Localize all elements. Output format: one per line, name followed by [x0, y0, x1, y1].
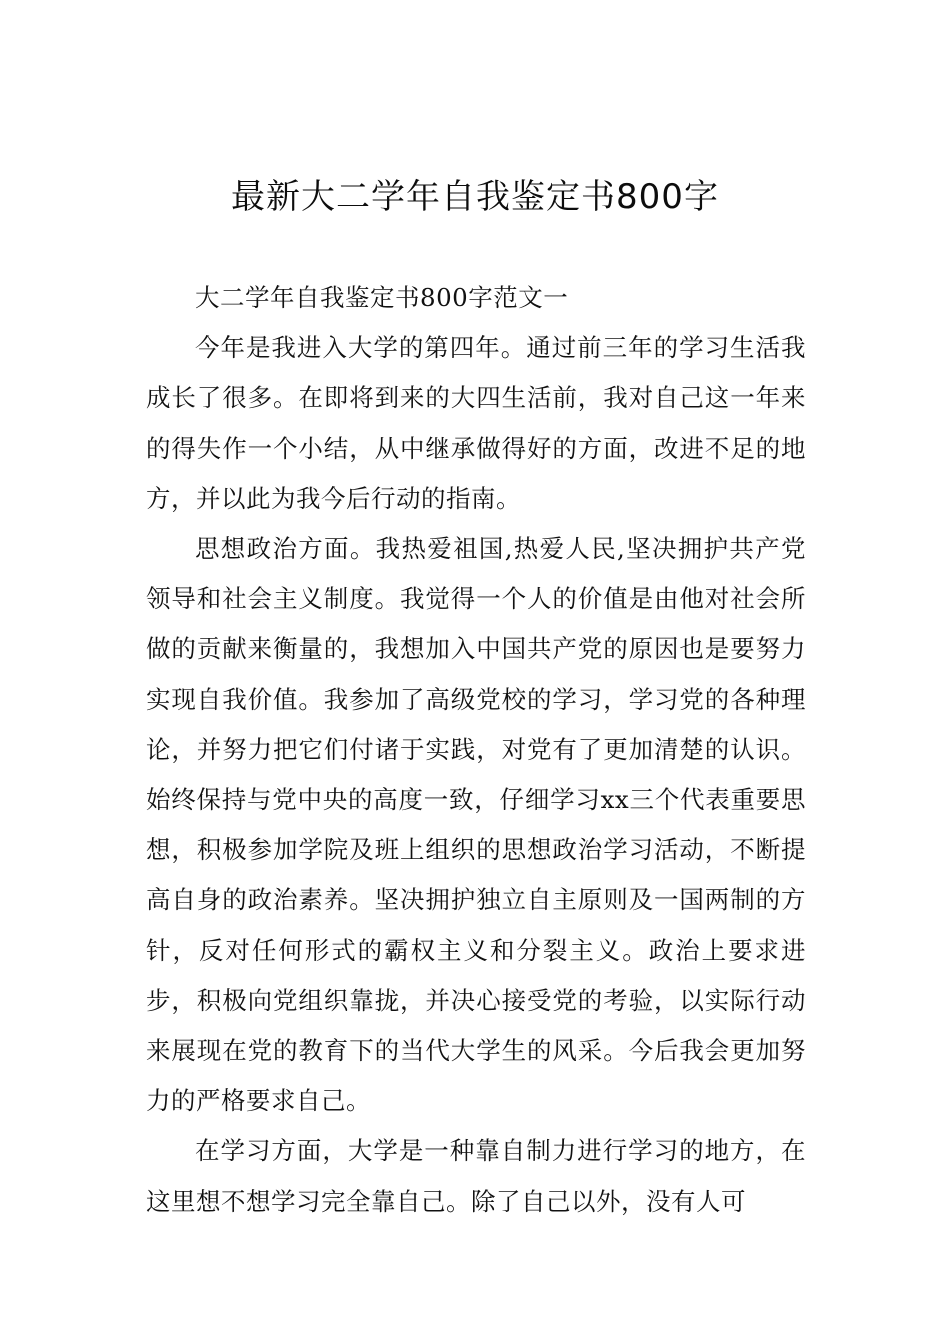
paragraph: 在学习方面，大学是一种靠自制力进行学习的地方，在这里想不想学习完全靠自己。除了自己以外，没有人可 — [146, 1136, 806, 1216]
document-body — [146, 273, 806, 1227]
document-title: 最新大二学年自我鉴定书800字 — [231, 177, 719, 217]
paragraph: 思想政治方面。我热爱祖国,热爱人民,坚决拥护共产党领导和社会主义制度。我觉得一个人的价值是由他对社会所做的贡献来衡量的，我想加入中国共产党的原因也是要努力实现自我价值。我参加了高级党校的学习，学习党的各种理论，并努力把它们付诸于实践，对党有了更加清楚的认识。始终保持与党中央的高度一致，仔细学习xx三个代表重要思想，积极参加学院及班上组织的思想政治学习活动，不断提高自身的政治素养。坚决拥护独立自主原则及一国两制的方针，反对任何形式的霸权主义和分裂主义。政治上要求进步，积极向党组织靠拢，并决心接受党的考验，以实际行动来展现在党的教育下的当代大学生的风采。今后我会更加努力的严格要求自己。 — [146, 534, 806, 1116]
paragraph-subtitle: 大二学年自我鉴定书800字范文一 — [195, 283, 569, 312]
paragraph: 今年是我进入大学的第四年。通过前三年的学习生活我成长了很多。在即将到来的大四生活前，我对自己这一年来的得失作一个小结，从中继承做得好的方面，改进不足的地方，并以此为我今后行动的指南。 — [146, 333, 806, 513]
